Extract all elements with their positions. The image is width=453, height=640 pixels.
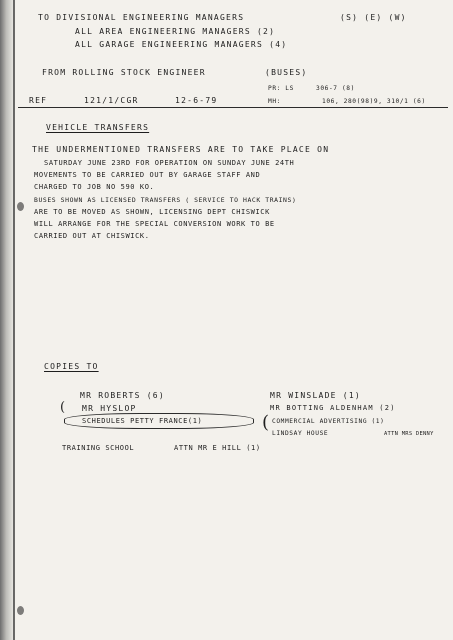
- copies-left-item: SCHEDULES PETTY FRANCE(1): [82, 417, 203, 425]
- pr-value: 306-7 (8): [316, 85, 355, 92]
- copies-right-item: MR WINSLADE (1): [270, 391, 361, 400]
- body-line: SATURDAY JUNE 23RD FOR OPERATION ON SUNDAY JUNE 24TH: [44, 159, 295, 167]
- body-line: CHARGED TO JOB NO 590 KO.: [34, 183, 155, 191]
- training-school: TRAINING SCHOOL: [62, 444, 135, 452]
- ref-label: REF: [29, 96, 48, 105]
- from-sub: (BUSES): [265, 68, 308, 77]
- mh-value: 106, 280(98)9, 310/1 (6): [322, 98, 426, 105]
- copies-left-item: MR ROBERTS (6): [80, 391, 165, 400]
- margin-rule: [13, 0, 15, 640]
- subject-line: VEHICLE TRANSFERS: [46, 123, 150, 132]
- copies-right-item: MR BOTTING ALDENHAM (2): [270, 404, 396, 412]
- training-attn: ATTN MR E HILL (1): [174, 444, 261, 452]
- to-line-1: TO DIVISIONAL ENGINEERING MANAGERS: [38, 13, 245, 22]
- body-line: ARE TO BE MOVED AS SHOWN, LICENSING DEPT CHISWICK: [34, 208, 270, 216]
- copies-left-brace: (: [60, 400, 66, 415]
- scan-edge-shadow: [0, 0, 14, 640]
- mh-label: MH:: [268, 98, 281, 105]
- copies-left-item: MR HYSLOP: [82, 404, 137, 413]
- body-line: WILL ARRANGE FOR THE SPECIAL CONVERSION WORK TO BE: [34, 220, 275, 228]
- copies-right-attn: ATTN MRS DENNY: [384, 431, 434, 437]
- to-line-2: ALL AREA ENGINEERING MANAGERS (2): [75, 27, 276, 36]
- copies-right-item: COMMERCIAL ADVERTISING (1): [272, 418, 385, 425]
- copies-right-item: LINDSAY HOUSE: [272, 430, 329, 437]
- body-line: THE UNDERMENTIONED TRANSFERS ARE TO TAKE PLACE ON: [32, 145, 330, 154]
- body-line: CARRIED OUT AT CHISWICK.: [34, 232, 150, 240]
- copies-right-brace: (: [262, 412, 270, 433]
- body-line: BUSES SHOWN AS LICENSED TRANSFERS ( SERVICE TO HACK TRAINS): [34, 196, 297, 204]
- copies-heading: COPIES TO: [44, 362, 99, 371]
- punch-hole-lower: [17, 606, 24, 615]
- pr-label: PR: LS: [268, 85, 294, 92]
- to-line-1-codes: (S) (E) (W): [340, 13, 407, 22]
- header-rule: [18, 107, 448, 108]
- from-line: FROM ROLLING STOCK ENGINEER: [42, 68, 206, 77]
- punch-hole-upper: [17, 202, 24, 211]
- ref-value: 121/1/CGR: [84, 96, 139, 105]
- body-line: MOVEMENTS TO BE CARRIED OUT BY GARAGE STAFF AND: [34, 171, 261, 179]
- schedules-ring: [64, 413, 254, 429]
- to-line-3: ALL GARAGE ENGINEERING MANAGERS (4): [75, 40, 288, 49]
- memo-date: 12-6-79: [175, 96, 218, 105]
